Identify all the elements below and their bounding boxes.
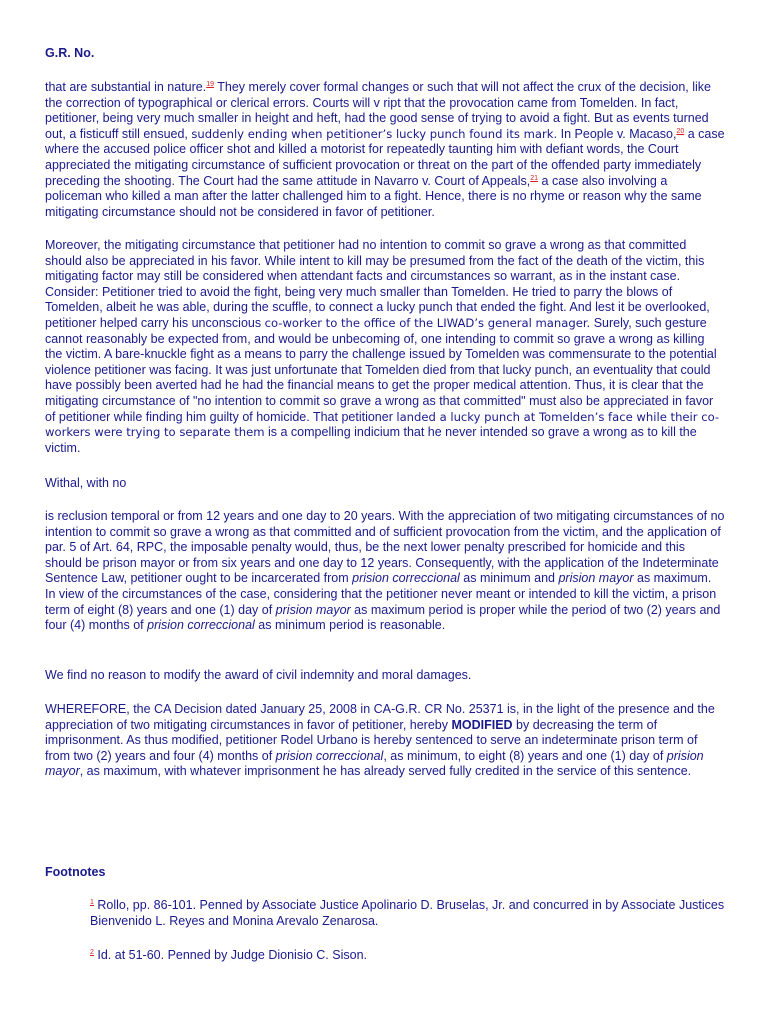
footnote-item <box>90 898 730 929</box>
paragraph-intention <box>45 238 725 456</box>
paragraph-text: , as maximum, with whatever imprisonment he has already served fully credited in the service of this sentence. <box>79 764 692 779</box>
paragraph-text: Surely, such gesture cannot reasonably be expected from, and would be unbecoming of, one intending to commit so grave a wrong as killing the victim. A bare-knuckle fight as a means to parry the challenge issued by Tomelden was commensurate to the potential violence petitioner was facing. It was just unfortunate that Tomelden died from that lucky punch, an eventuality that could have possibly been averted had he had the financial means to get the proper medical attention. Thus, it is clear that the mitigating circumstance of "no intention to commit so grave a wrong as that committed" must also be appreciated in favor of petitioner while finding him guilty of homicide. That petitioner <box>45 315 717 424</box>
paragraph-italic: prision correccional <box>147 618 255 633</box>
footnotes-heading: Footnotes <box>45 865 106 879</box>
paragraph-italic: prision mayor <box>45 748 704 779</box>
paragraph-text: WHEREFORE, the CA Decision dated January 25, 2008 in CA-G.R. CR No. 25371 is, in the light of the presence and the appreciation of two mitigating circumstances in favor of petitioner, hereby <box>45 702 715 732</box>
paragraph-italic: prision correccional <box>275 748 384 763</box>
paragraph-italic: prision mayor <box>558 571 634 586</box>
paragraph-text: is a compelling indicium that he never intended so grave a wrong as to kill the victim. <box>45 425 697 455</box>
footnote-text: Id. at 51-60. Penned by Judge Dionisio C. Sison. <box>93 948 367 962</box>
paragraph-italic: prision correccional <box>352 571 460 586</box>
footnote-item <box>90 948 730 964</box>
paragraph-text: They merely cover formal changes or such that will not affect the crux of the decision, like the correction of typographical or clerical errors. Courts will v ript that the provocation came from Tomelden. In fact, petitioner, being very much smaller in height and heft, had the good sense of trying to avoid a fight. But as events turned out, a fisticuff still ensued, <box>45 80 712 141</box>
paragraph-italic: prision mayor <box>275 602 351 617</box>
footnote-ref-19[interactable]: 19 <box>206 81 215 88</box>
paragraph-bold: MODIFIED <box>451 717 513 732</box>
paragraph-text: , as minimum, to eight (8) years and one (1) day of <box>383 748 667 763</box>
paragraph-text: by decreasing the term of imprisonment. As thus modified, petitioner Rodel Urbano is hereby sentenced to serve an indeterminate prison term of from two (2) years and four (4) months of <box>45 717 698 763</box>
paragraph-text: as minimum and <box>459 571 559 586</box>
paragraph-text: a case also involving a policeman who killed a man after the latter challenged him to a fight. Hence, there is no rhyme or reason why the same mitigating circumstance should not be considered in favor of petitioner. <box>45 173 702 219</box>
paragraph-text: a case where the accused police officer shot and killed a motorist for repeatedly taunting him with defiant words, the Court appreciated the mitigating circumstance of sufficient provocation or threat on the part of the offended party immediately preceding the shooting. The Court had the same attitude in Navarro v. Court of Appeals, <box>45 126 725 188</box>
paragraph-text: Moreover, the mitigating circumstance that petitioner had no intention to commit so grave a wrong as that committed should also be appreciated in his favor. While intent to kill may be presumed from the fact of the death of the victim, this mitigating factor may still be considered when attendant facts and circumstances so warrant, as in the instant case. Consider: Petitioner tried to avoid the fight, being very much smaller than Tomelden. He tried to parry the blows of Tomelden, albeit he was able, during the scuffle, to connect a lucky punch that ended the fight. And lest it be overlooked, petitioner helped carry his unconscious <box>45 238 710 330</box>
paragraph-text: that are substantial in nature. <box>45 80 207 94</box>
paragraph-text: as minimum period is reasonable. <box>254 618 446 633</box>
footnote-number-link[interactable]: 1 <box>90 899 94 906</box>
paragraph-damages: We find no reason to modify the award of civil indemnity and moral damages. <box>45 668 472 682</box>
footnote-text: Rollo, pp. 86-101. Penned by Associate Justice Apolinario D. Bruselas, Jr. and concurred in by Associate Justices Bienvenido L. Reyes and Monina Arevalo Zenarosa. <box>90 898 725 928</box>
case-number-heading: G.R. No. <box>45 46 95 60</box>
paragraph-text: suddenly ending when petitioner’s lucky punch found its mark. <box>191 126 558 141</box>
footnote-number-link[interactable]: 2 <box>90 949 94 956</box>
paragraph-wherefore <box>45 702 725 780</box>
paragraph-text: landed a lucky punch at Tomelden’s face while their co-workers were trying to separate them <box>45 409 720 440</box>
paragraph-text: In People v. Macaso, <box>557 126 677 141</box>
paragraph-penalty <box>45 509 725 634</box>
paragraph-text: as maximum period is proper while the period of two (2) years and four (4) months of <box>45 602 721 633</box>
paragraph-text: co-worker to the office of the LIWAD’s general manager. <box>264 315 591 330</box>
footnote-ref-21[interactable]: 21 <box>530 174 539 182</box>
paragraph-provocation <box>45 80 725 220</box>
paragraph-text: as maximum. In view of the circumstances of the case, considering that the petitioner never meant or intended to kill the victim, a prison term of eight (8) years and one (1) day of <box>45 571 717 617</box>
paragraph-withal: Withal, with no <box>45 476 127 490</box>
footnote-ref-20[interactable]: 20 <box>676 127 685 135</box>
paragraph-text: is reclusion temporal or from 12 years and one day to 20 years. With the appreciation of two mitigating circumstances of no intention to commit so grave a wrong as that committed and of sufficient provocation from the victim, and the application of par. 5 of Art. 64, RPC, the imposable penalty would, thus, be the next lower penalty prescribed for homicide and this should be prison mayor or from six years and one day to 12 years. Consequently, with the application of the Indeterminate Sentence Law, petitioner ought to be incarcerated from <box>45 509 725 586</box>
